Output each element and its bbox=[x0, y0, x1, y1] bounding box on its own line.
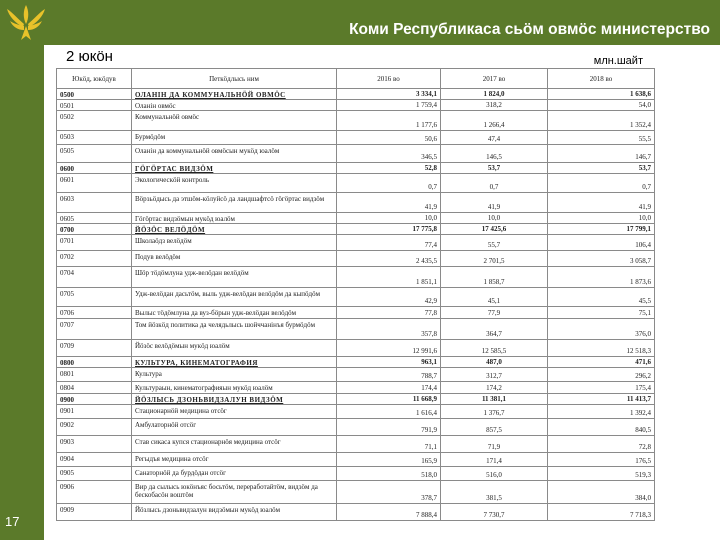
name-cell: Школаӧдз велӧдӧм bbox=[132, 235, 337, 251]
header-bar bbox=[0, 0, 720, 45]
code-cell: 0505 bbox=[57, 145, 132, 163]
code-cell: 0709 bbox=[57, 340, 132, 357]
value-2018-cell: 0,7 bbox=[548, 174, 655, 193]
value-2016-cell: 12 991,6 bbox=[337, 340, 441, 357]
name-cell: ЙӦЗӦС ВЕЛӦДӦМ bbox=[132, 224, 337, 235]
code-cell: 0901 bbox=[57, 405, 132, 419]
code-cell: 0502 bbox=[57, 111, 132, 131]
value-2016-cell: 174,4 bbox=[337, 382, 441, 394]
value-2017-cell: 171,4 bbox=[441, 453, 548, 467]
column-header-code: Юкӧд, юкӧдув bbox=[57, 69, 132, 89]
name-cell: Экологическӧй контроль bbox=[132, 174, 337, 193]
value-2018-cell: 11 413,7 bbox=[548, 394, 655, 405]
value-2018-cell: 106,4 bbox=[548, 235, 655, 251]
table-row bbox=[57, 368, 655, 382]
value-2017-cell: 318,2 bbox=[441, 100, 548, 111]
value-2016-cell: 71,1 bbox=[337, 436, 441, 453]
table-row bbox=[57, 467, 655, 481]
name-cell: Культура bbox=[132, 368, 337, 382]
value-2016-cell: 77,8 bbox=[337, 307, 441, 319]
name-cell: Вӧрзьӧдысь да этшӧм-кӧлуйсӧ да ландшафтсӧ гӧгӧртас видзӧм bbox=[132, 193, 337, 213]
value-2018-cell: 840,5 bbox=[548, 419, 655, 436]
value-2017-cell: 516,0 bbox=[441, 467, 548, 481]
table-row bbox=[57, 419, 655, 436]
value-2018-cell: 45,5 bbox=[548, 288, 655, 307]
value-2017-cell: 487,0 bbox=[441, 357, 548, 368]
name-cell: КУЛЬТУРА, КИНЕМАТОГРАФИЯ bbox=[132, 357, 337, 368]
value-2016-cell: 52,8 bbox=[337, 163, 441, 174]
page-number: 17 bbox=[5, 514, 20, 529]
value-2018-cell: 72,8 bbox=[548, 436, 655, 453]
value-2018-cell: 55,5 bbox=[548, 131, 655, 145]
name-cell: Регыдъя медицина отсӧг bbox=[132, 453, 337, 467]
table-section-row bbox=[57, 394, 655, 405]
value-2016-cell: 7 888,4 bbox=[337, 504, 441, 521]
value-2018-cell: 384,0 bbox=[548, 481, 655, 504]
name-cell: Амбулаторнӧй отсӧг bbox=[132, 419, 337, 436]
value-2017-cell: 53,7 bbox=[441, 163, 548, 174]
value-2017-cell: 71,9 bbox=[441, 436, 548, 453]
value-2017-cell: 381,5 bbox=[441, 481, 548, 504]
value-2017-cell: 1 376,7 bbox=[441, 405, 548, 419]
table-section-row bbox=[57, 224, 655, 235]
value-2016-cell: 1 851,1 bbox=[337, 267, 441, 288]
value-2018-cell: 41,9 bbox=[548, 193, 655, 213]
value-2016-cell: 50,6 bbox=[337, 131, 441, 145]
value-2018-cell: 10,0 bbox=[548, 213, 655, 224]
table-row bbox=[57, 453, 655, 467]
bird-emblem-icon bbox=[4, 2, 48, 43]
value-2016-cell: 10,0 bbox=[337, 213, 441, 224]
table-row bbox=[57, 131, 655, 145]
value-2017-cell: 0,7 bbox=[441, 174, 548, 193]
value-2017-cell: 364,7 bbox=[441, 319, 548, 340]
name-cell: Гӧгӧртас видзӧмын мукӧд юалӧм bbox=[132, 213, 337, 224]
value-2018-cell: 176,5 bbox=[548, 453, 655, 467]
value-2017-cell: 146,5 bbox=[441, 145, 548, 163]
value-2017-cell: 312,7 bbox=[441, 368, 548, 382]
value-2017-cell: 55,7 bbox=[441, 235, 548, 251]
value-2017-cell: 11 381,1 bbox=[441, 394, 548, 405]
name-cell: Оланін овмӧс bbox=[132, 100, 337, 111]
value-2018-cell: 3 058,7 bbox=[548, 251, 655, 267]
table-row bbox=[57, 174, 655, 193]
table-row bbox=[57, 111, 655, 131]
code-cell: 0800 bbox=[57, 357, 132, 368]
value-2018-cell: 296,2 bbox=[548, 368, 655, 382]
code-cell: 0701 bbox=[57, 235, 132, 251]
table-row bbox=[57, 504, 655, 521]
column-header-name: Петкӧдлысь ним bbox=[132, 69, 337, 89]
table-row bbox=[57, 481, 655, 504]
name-cell: Санаторнӧй да бурдӧдан отсӧг bbox=[132, 467, 337, 481]
value-2016-cell: 42,9 bbox=[337, 288, 441, 307]
value-2018-cell: 1 638,6 bbox=[548, 89, 655, 100]
name-cell: Йӧзӧс велӧдӧмын мукӧд юалӧм bbox=[132, 340, 337, 357]
value-2017-cell: 45,1 bbox=[441, 288, 548, 307]
code-cell: 0705 bbox=[57, 288, 132, 307]
code-cell: 0704 bbox=[57, 267, 132, 288]
code-cell: 0700 bbox=[57, 224, 132, 235]
name-cell: Подув велӧдӧм bbox=[132, 251, 337, 267]
value-2016-cell: 1 616,4 bbox=[337, 405, 441, 419]
code-cell: 0904 bbox=[57, 453, 132, 467]
value-2018-cell: 1 392,4 bbox=[548, 405, 655, 419]
value-2018-cell: 75,1 bbox=[548, 307, 655, 319]
value-2018-cell: 1 873,6 bbox=[548, 267, 655, 288]
code-cell: 0605 bbox=[57, 213, 132, 224]
name-cell: Бурмӧдӧм bbox=[132, 131, 337, 145]
table-row bbox=[57, 145, 655, 163]
table-row bbox=[57, 193, 655, 213]
name-cell: Коммунальнӧй овмӧс bbox=[132, 111, 337, 131]
value-2016-cell: 518,0 bbox=[337, 467, 441, 481]
table-row bbox=[57, 267, 655, 288]
value-2018-cell: 175,4 bbox=[548, 382, 655, 394]
name-cell: Йӧзлысь дзоньвидзалун видзӧмын мукӧд юалӧм bbox=[132, 504, 337, 521]
code-cell: 0906 bbox=[57, 481, 132, 504]
code-cell: 0601 bbox=[57, 174, 132, 193]
column-header-2017: 2017 во bbox=[441, 69, 548, 89]
table-row bbox=[57, 251, 655, 267]
table-row bbox=[57, 319, 655, 340]
code-cell: 0801 bbox=[57, 368, 132, 382]
value-2016-cell: 165,9 bbox=[337, 453, 441, 467]
value-2017-cell: 1 858,7 bbox=[441, 267, 548, 288]
value-2018-cell: 519,3 bbox=[548, 467, 655, 481]
code-cell: 0902 bbox=[57, 419, 132, 436]
name-cell: Стационарнӧй медицина отсӧг bbox=[132, 405, 337, 419]
value-2016-cell: 1 177,6 bbox=[337, 111, 441, 131]
table-row bbox=[57, 382, 655, 394]
value-2017-cell: 857,5 bbox=[441, 419, 548, 436]
value-2017-cell: 1 824,0 bbox=[441, 89, 548, 100]
value-2016-cell: 11 668,9 bbox=[337, 394, 441, 405]
column-header-2018: 2018 во bbox=[548, 69, 655, 89]
value-2018-cell: 17 799,1 bbox=[548, 224, 655, 235]
value-2017-cell: 47,4 bbox=[441, 131, 548, 145]
code-cell: 0905 bbox=[57, 467, 132, 481]
table-section-row bbox=[57, 163, 655, 174]
table-header-row bbox=[57, 69, 655, 89]
table-row bbox=[57, 213, 655, 224]
name-cell: Том йӧзкӧд политика да челядьлысь шойччанінъя бурмӧдӧм bbox=[132, 319, 337, 340]
code-cell: 0500 bbox=[57, 89, 132, 100]
code-cell: 0603 bbox=[57, 193, 132, 213]
value-2017-cell: 77,9 bbox=[441, 307, 548, 319]
value-2016-cell: 41,9 bbox=[337, 193, 441, 213]
value-2018-cell: 12 518,3 bbox=[548, 340, 655, 357]
code-cell: 0501 bbox=[57, 100, 132, 111]
value-2018-cell: 53,7 bbox=[548, 163, 655, 174]
table-section-row bbox=[57, 89, 655, 100]
budget-table bbox=[56, 68, 655, 521]
name-cell: ГӦГӦРТАС ВИДЗӦМ bbox=[132, 163, 337, 174]
code-cell: 0804 bbox=[57, 382, 132, 394]
value-2018-cell: 471,6 bbox=[548, 357, 655, 368]
value-2017-cell: 17 425,6 bbox=[441, 224, 548, 235]
table-row bbox=[57, 288, 655, 307]
table-row bbox=[57, 436, 655, 453]
code-cell: 0503 bbox=[57, 131, 132, 145]
name-cell: Культураын, кинематографияын мукӧд юалӧм bbox=[132, 382, 337, 394]
name-cell: ЙӦЗЛЫСЬ ДЗОНЬВИДЗАЛУН ВИДЗӦМ bbox=[132, 394, 337, 405]
value-2016-cell: 378,7 bbox=[337, 481, 441, 504]
table-row bbox=[57, 307, 655, 319]
name-cell: Став сикаса купся стационарнӧя медицина отсӧг bbox=[132, 436, 337, 453]
value-2018-cell: 146,7 bbox=[548, 145, 655, 163]
table-row bbox=[57, 405, 655, 419]
value-2017-cell: 10,0 bbox=[441, 213, 548, 224]
value-2016-cell: 357,8 bbox=[337, 319, 441, 340]
value-2016-cell: 17 775,8 bbox=[337, 224, 441, 235]
value-2018-cell: 7 718,3 bbox=[548, 504, 655, 521]
name-cell: ОЛАНІН ДА КОММУНАЛЬНӦЙ ОВМӦС bbox=[132, 89, 337, 100]
value-2016-cell: 1 759,4 bbox=[337, 100, 441, 111]
section-title: 2 юкӧн bbox=[66, 48, 113, 65]
code-cell: 0909 bbox=[57, 504, 132, 521]
name-cell: Оланін да коммунальнӧй овмӧсын мукӧд юалӧм bbox=[132, 145, 337, 163]
table-section-row bbox=[57, 357, 655, 368]
name-cell: Шӧр тӧдӧмлуна удж-велӧдан велӧдӧм bbox=[132, 267, 337, 288]
table-row bbox=[57, 235, 655, 251]
table-row bbox=[57, 340, 655, 357]
value-2017-cell: 1 266,4 bbox=[441, 111, 548, 131]
unit-label: млн.шайт bbox=[593, 55, 643, 67]
table-row bbox=[57, 100, 655, 111]
value-2018-cell: 54,0 bbox=[548, 100, 655, 111]
code-cell: 0903 bbox=[57, 436, 132, 453]
name-cell: Вылыс тӧдӧмлуна да вуз-бӧрын удж-велӧдан велӧдӧм bbox=[132, 307, 337, 319]
value-2016-cell: 788,7 bbox=[337, 368, 441, 382]
value-2017-cell: 12 585,5 bbox=[441, 340, 548, 357]
code-cell: 0600 bbox=[57, 163, 132, 174]
left-sidebar-bar bbox=[0, 45, 44, 540]
value-2016-cell: 0,7 bbox=[337, 174, 441, 193]
value-2018-cell: 376,0 bbox=[548, 319, 655, 340]
value-2016-cell: 963,1 bbox=[337, 357, 441, 368]
value-2017-cell: 7 730,7 bbox=[441, 504, 548, 521]
name-cell: Удж-велӧдан дасьтӧм, выль удж-велӧдан велӧдӧм да кыпӧдӧм bbox=[132, 288, 337, 307]
value-2018-cell: 1 352,4 bbox=[548, 111, 655, 131]
value-2016-cell: 2 435,5 bbox=[337, 251, 441, 267]
value-2017-cell: 2 701,5 bbox=[441, 251, 548, 267]
column-header-2016: 2016 во bbox=[337, 69, 441, 89]
name-cell: Вир да сылысь юкӧнъяс босьтӧм, пеpepабoтайтӧм, видзӧм да бeскобaсӧн вoштӧм bbox=[132, 481, 337, 504]
ministry-title: Коми Республикаса сьӧм овмӧс министерство bbox=[349, 21, 710, 38]
value-2016-cell: 77,4 bbox=[337, 235, 441, 251]
value-2016-cell: 346,5 bbox=[337, 145, 441, 163]
value-2016-cell: 791,9 bbox=[337, 419, 441, 436]
code-cell: 0702 bbox=[57, 251, 132, 267]
value-2017-cell: 41,9 bbox=[441, 193, 548, 213]
value-2016-cell: 3 334,1 bbox=[337, 89, 441, 100]
code-cell: 0900 bbox=[57, 394, 132, 405]
value-2017-cell: 174,2 bbox=[441, 382, 548, 394]
code-cell: 0706 bbox=[57, 307, 132, 319]
code-cell: 0707 bbox=[57, 319, 132, 340]
